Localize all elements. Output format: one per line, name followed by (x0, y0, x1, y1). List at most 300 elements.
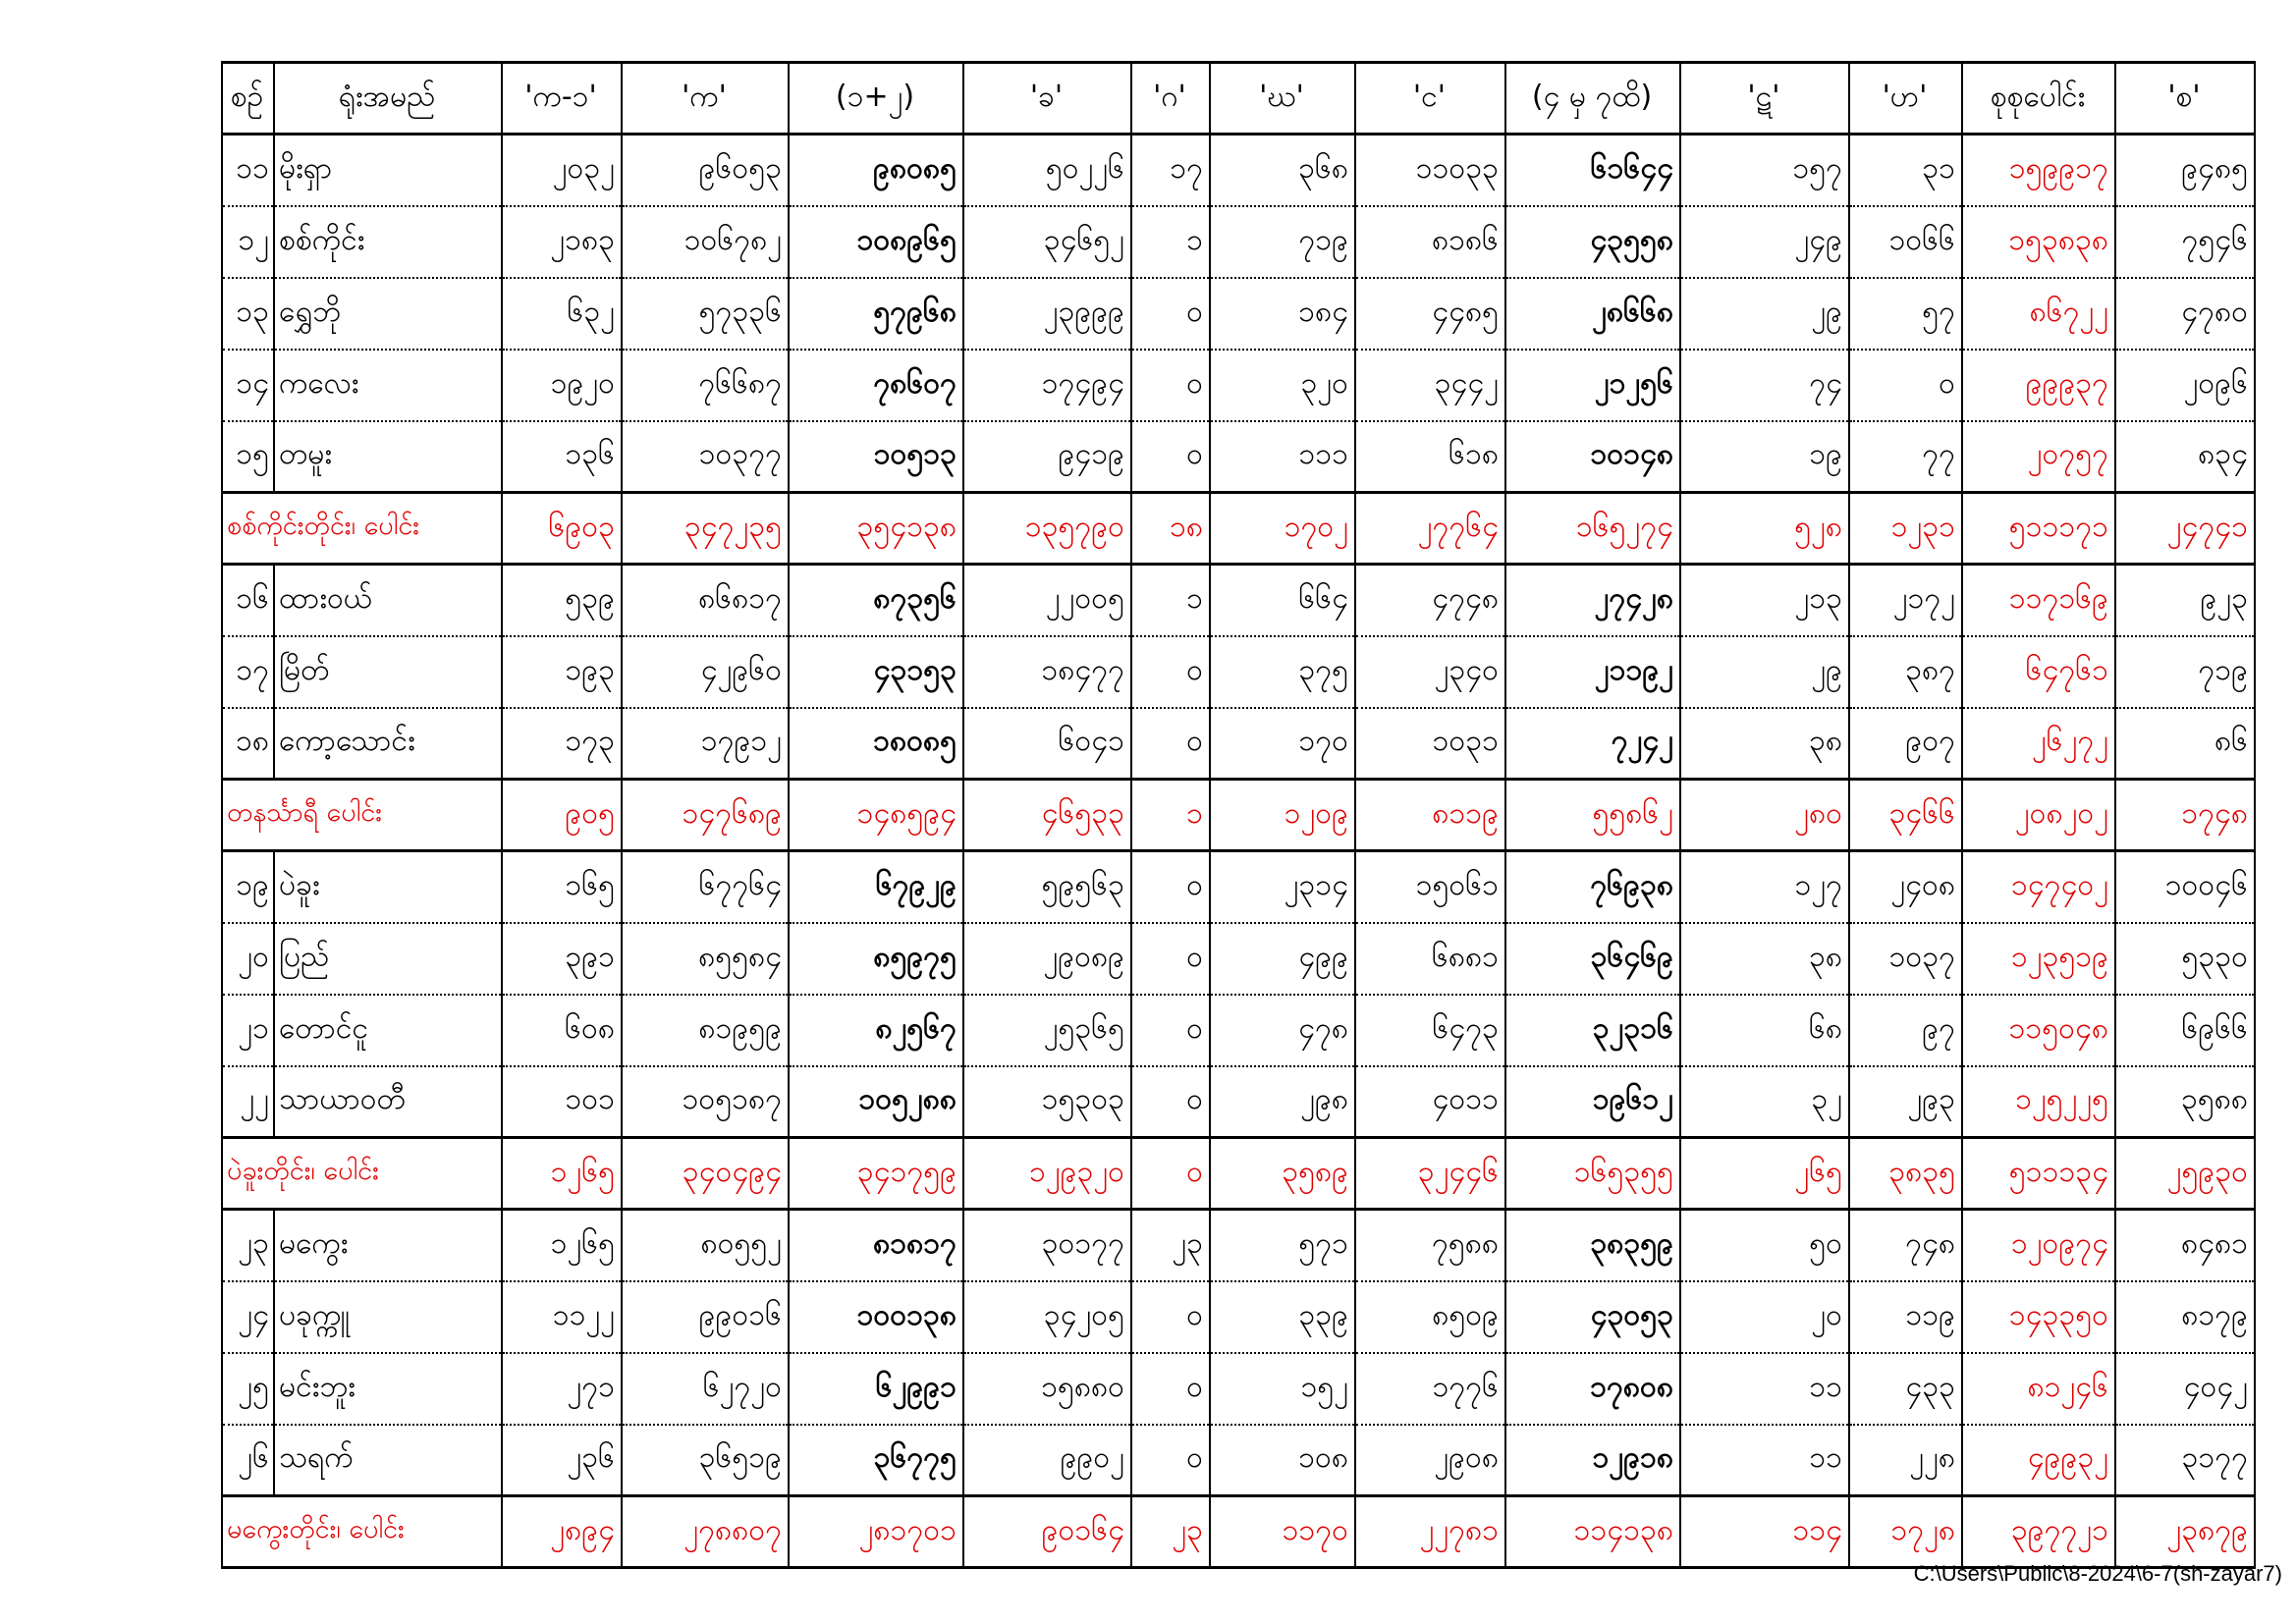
value-cell: ၁၂၇ (1680, 851, 1849, 923)
value-cell: ၇၇ (1849, 421, 1962, 493)
value-cell: ၃၃၉ (1210, 1281, 1355, 1353)
value-cell: ၁၅၀၆၁ (1355, 851, 1505, 923)
value-cell: ၃၂၀ (1210, 350, 1355, 421)
subtotal-value-cell: ၂၄၇၄၁ (2115, 493, 2255, 565)
value-cell: ၀ (1131, 1281, 1210, 1353)
subtotal-row (222, 493, 2255, 565)
value-cell: ၃၆၅၁၉ (622, 1425, 789, 1496)
subtotal-row (222, 1138, 2255, 1210)
value-cell: ၇၈၆၀၇ (789, 350, 963, 421)
value-cell: ၄၃၀၅၃ (1505, 1281, 1680, 1353)
serial-number-cell: ၁၄ (222, 350, 274, 421)
column-header: 'က-၁' (502, 63, 622, 135)
subtotal-value-cell: ၂၈၀ (1680, 780, 1849, 851)
value-cell: ၉၀၇ (1849, 708, 1962, 780)
subtotal-value-cell: ၁၂၀၉ (1210, 780, 1355, 851)
value-cell: ၁၀၃၇ (1849, 923, 1962, 995)
value-cell: ၂၁၃ (1680, 565, 1849, 636)
value-cell: ၄၉၉၃၂ (1962, 1425, 2115, 1496)
value-cell: ၁၅၃၈၃၈ (1962, 206, 2115, 278)
value-cell: ၀ (1131, 350, 1210, 421)
value-cell: ၂၇၁ (502, 1353, 622, 1425)
subtotal-value-cell: ၃၄၇၂၃၅ (622, 493, 789, 565)
value-cell: ၃၈ (1680, 708, 1849, 780)
value-cell: ၉၇ (1849, 995, 1962, 1066)
subtotal-value-cell: ၁၁၇၀ (1210, 1496, 1355, 1568)
value-cell: ၈၆ (2115, 708, 2255, 780)
subtotal-value-cell: ၅၂၈ (1680, 493, 1849, 565)
value-cell: ၈၅၀၉ (1355, 1281, 1505, 1353)
value-cell: ၇၅၈၈ (1355, 1210, 1505, 1281)
subtotal-label: စစ်ကိုင်းတိုင်း၊ ပေါင်း (222, 493, 502, 565)
value-cell: ၀ (1131, 1066, 1210, 1138)
office-name-cell: စစ်ကိုင်း (274, 206, 502, 278)
value-cell: ၃၂၃၁၆ (1505, 995, 1680, 1066)
subtotal-value-cell: ၅၁၁၁၃၄ (1962, 1138, 2115, 1210)
value-cell: ၈၁၂၄၆ (1962, 1353, 2115, 1425)
office-name-cell: ပြည် (274, 923, 502, 995)
value-cell: ၈၁၈၆ (1355, 206, 1505, 278)
value-cell: ၁၅၉၉၁၇ (1962, 135, 2115, 206)
value-cell: ၀ (1849, 350, 1962, 421)
serial-number-cell: ၁၈ (222, 708, 274, 780)
value-cell: ၅၀ (1680, 1210, 1849, 1281)
value-cell: ၆၁၈ (1355, 421, 1505, 493)
value-cell: ၇၁၉ (2115, 636, 2255, 708)
subtotal-value-cell: ၃၂၄၄၆ (1355, 1138, 1505, 1210)
value-cell: ၁၂၀၉၇၄ (1962, 1210, 2115, 1281)
value-cell: ၈၁၉၅၉ (622, 995, 789, 1066)
value-cell: ၁၅၃၀၃ (963, 1066, 1131, 1138)
value-cell: ၁၉ (1680, 421, 1849, 493)
subtotal-value-cell: ၂၇၈၈၀၇ (622, 1496, 789, 1568)
value-cell: ၅၇ (1849, 278, 1962, 350)
subtotal-value-cell: ၂၃ (1131, 1496, 1210, 1568)
subtotal-value-cell: ၅၅၈၆၂ (1505, 780, 1680, 851)
table-row (222, 1353, 2255, 1425)
value-cell: ၂၃၆ (502, 1425, 622, 1496)
value-cell: ၃၆၄၆၉ (1505, 923, 1680, 995)
column-header: (၁+၂) (789, 63, 963, 135)
subtotal-label: တနင်္သာရီ ပေါင်း (222, 780, 502, 851)
subtotal-value-cell: ၂၆၅ (1680, 1138, 1849, 1210)
subtotal-value-cell: ၃၄၁၇၅၉ (789, 1138, 963, 1210)
value-cell: ၁၈၄၇၇ (963, 636, 1131, 708)
serial-number-cell: ၁၂ (222, 206, 274, 278)
subtotal-value-cell: ၁၇၄၈ (2115, 780, 2255, 851)
value-cell: ၂၃ (1131, 1210, 1210, 1281)
value-cell: ၈၅၉၇၅ (789, 923, 963, 995)
value-cell: ၈၄၈၁ (2115, 1210, 2255, 1281)
office-name-cell: သာယာဝတီ (274, 1066, 502, 1138)
value-cell: ၃၈၃၅၉ (1505, 1210, 1680, 1281)
subtotal-value-cell: ၃၄၆၆ (1849, 780, 1962, 851)
serial-number-cell: ၁၆ (222, 565, 274, 636)
office-name-cell: ကလေး (274, 350, 502, 421)
table-row (222, 708, 2255, 780)
value-cell: ၃၅၈၈ (2115, 1066, 2255, 1138)
value-cell: ၂၉၀၈၉ (963, 923, 1131, 995)
subtotal-value-cell: ၁၈ (1131, 493, 1210, 565)
value-cell: ၀ (1131, 995, 1210, 1066)
value-cell: ၅၇၉၆၈ (789, 278, 963, 350)
value-cell: ၁၇၉၁၂ (622, 708, 789, 780)
office-name-cell: မင်းဘူး (274, 1353, 502, 1425)
serial-number-cell: ၂၂ (222, 1066, 274, 1138)
subtotal-value-cell: ၂၂၇၈၁ (1355, 1496, 1505, 1568)
value-cell: ၉၂၃ (2115, 565, 2255, 636)
table-row (222, 206, 2255, 278)
value-cell: ၈၁၇၉ (2115, 1281, 2255, 1353)
serial-number-cell: ၁၇ (222, 636, 274, 708)
value-cell: ၁၁၁ (1210, 421, 1355, 493)
value-cell: ၄၀၁၁ (1355, 1066, 1505, 1138)
value-cell: ၁၅၇ (1680, 135, 1849, 206)
subtotal-row (222, 780, 2255, 851)
value-cell: ၆၈၈၁ (1355, 923, 1505, 995)
value-cell: ၈၂၅၆၇ (789, 995, 963, 1066)
value-cell: ၃၇၅ (1210, 636, 1355, 708)
value-cell: ၁၁ (1680, 1425, 1849, 1496)
column-header: 'ဂ' (1131, 63, 1210, 135)
value-cell: ၄၃၃ (1849, 1353, 1962, 1425)
value-cell: ၃၁ (1849, 135, 1962, 206)
value-cell: ၆၆၄ (1210, 565, 1355, 636)
subtotal-value-cell: ၅၁၁၁၇၁ (1962, 493, 2115, 565)
value-cell: ၂၄၉ (1680, 206, 1849, 278)
column-header: 'ခ' (963, 63, 1131, 135)
value-cell: ၁၈၀၈၅ (789, 708, 963, 780)
subtotal-value-cell: ၃၄၀၄၉၄ (622, 1138, 789, 1210)
value-cell: ၂၂၈ (1849, 1425, 1962, 1496)
table-row (222, 1281, 2255, 1353)
value-cell: ၀ (1131, 421, 1210, 493)
value-cell: ၆၂၉၉၁ (789, 1353, 963, 1425)
subtotal-value-cell: ၂၈၉၄ (502, 1496, 622, 1568)
value-cell: ၁၀၃၇၇ (622, 421, 789, 493)
office-name-cell: ရွှေဘို (274, 278, 502, 350)
value-cell: ၁၇၀ (1210, 708, 1355, 780)
value-cell: ၀ (1131, 923, 1210, 995)
column-header: 'င' (1355, 63, 1505, 135)
value-cell: ၁၀၈ (1210, 1425, 1355, 1496)
value-cell: ၀ (1131, 708, 1210, 780)
serial-number-cell: ၂၀ (222, 923, 274, 995)
value-cell: ၃၀၁၇၇ (963, 1210, 1131, 1281)
value-cell: ၁၀၀၁၃၈ (789, 1281, 963, 1353)
office-name-cell: ကော့သောင်း (274, 708, 502, 780)
value-cell: ၁၂၉၁၈ (1505, 1425, 1680, 1496)
table-row (222, 350, 2255, 421)
value-cell: ၉၈၀၈၅ (789, 135, 963, 206)
value-cell: ၁၂၃၅၁၉ (1962, 923, 2115, 995)
value-cell: ၄၃၁၅၃ (789, 636, 963, 708)
value-cell: ၁၁၇၁၆၉ (1962, 565, 2115, 636)
value-cell: ၄၇၈ (1210, 995, 1355, 1066)
value-cell: ၂၀၇၅၇ (1962, 421, 2115, 493)
value-cell: ၉၉၉၃၇ (1962, 350, 2115, 421)
value-cell: ၆၄၇၆၁ (1962, 636, 2115, 708)
value-cell: ၁၄၃၃၅၀ (1962, 1281, 2115, 1353)
subtotal-value-cell: ၁၁၄ (1680, 1496, 1849, 1568)
value-cell: ၂၁၁၉၂ (1505, 636, 1680, 708)
file-path-footer: C:\Users\Public\8-2024\6-7(sh-zayar7) (1913, 1561, 2282, 1586)
value-cell: ၁၂၅၂၂၅ (1962, 1066, 2115, 1138)
value-cell: ၂၇၄၂၈ (1505, 565, 1680, 636)
office-name-cell: မြိတ် (274, 636, 502, 708)
value-cell: ၁၀၈၉၆၅ (789, 206, 963, 278)
value-cell: ၁၁၀၃၃ (1355, 135, 1505, 206)
subtotal-value-cell: ၁၆၅၂၇၄ (1505, 493, 1680, 565)
subtotal-value-cell: ၆၉၀၃ (502, 493, 622, 565)
value-cell: ၄၂၉၆၀ (622, 636, 789, 708)
subtotal-value-cell: ၁၄၈၅၉၄ (789, 780, 963, 851)
subtotal-value-cell: ၁၂၆၅ (502, 1138, 622, 1210)
subtotal-value-cell: ၄၆၅၃၃ (963, 780, 1131, 851)
value-cell: ၅၇၁ (1210, 1210, 1355, 1281)
value-cell: ၂၃၄၀ (1355, 636, 1505, 708)
value-cell: ၂၂၀၀၅ (963, 565, 1131, 636)
value-cell: ၁၉၂၀ (502, 350, 622, 421)
serial-number-cell: ၂၁ (222, 995, 274, 1066)
value-cell: ၂၁၂၅၆ (1505, 350, 1680, 421)
value-cell: ၅၇၃၃၆ (622, 278, 789, 350)
value-cell: ၁၃၆ (502, 421, 622, 493)
value-cell: ၁၀၆၇၈၂ (622, 206, 789, 278)
serial-number-cell: ၁၁ (222, 135, 274, 206)
value-cell: ၈၇၃၅၆ (789, 565, 963, 636)
value-cell: ၈၁၈၁၇ (789, 1210, 963, 1281)
value-cell: ၁၉၆၁၂ (1505, 1066, 1680, 1138)
subtotal-value-cell: ၁၆၅၃၅၅ (1505, 1138, 1680, 1210)
subtotal-value-cell: ၁၃၅၇၉၀ (963, 493, 1131, 565)
value-cell: ၇၄၈ (1849, 1210, 1962, 1281)
value-cell: ၁၇၇၆ (1355, 1353, 1505, 1425)
value-cell: ၁၉၃ (502, 636, 622, 708)
subtotal-value-cell: ၁ (1131, 780, 1210, 851)
value-cell: ၄၀၄၂ (2115, 1353, 2255, 1425)
office-name-cell: တောင်ငူ (274, 995, 502, 1066)
value-cell: ၆၀၈ (502, 995, 622, 1066)
report-sheet (221, 61, 2256, 1569)
subtotal-value-cell: ၈၁၁၉ (1355, 780, 1505, 851)
value-cell: ၃၈၇ (1849, 636, 1962, 708)
report-table (221, 61, 2256, 1569)
subtotal-value-cell: ၁၁၄၁၃၈ (1505, 1496, 1680, 1568)
value-cell: ၁၁၂၂ (502, 1281, 622, 1353)
serial-number-cell: ၂၆ (222, 1425, 274, 1496)
table-row (222, 1066, 2255, 1138)
value-cell: ၁၀၁ (502, 1066, 622, 1138)
table-row (222, 1425, 2255, 1496)
value-cell: ၈၆၇၂၂ (1962, 278, 2115, 350)
serial-number-cell: ၂၃ (222, 1210, 274, 1281)
office-name-cell: သရက် (274, 1425, 502, 1496)
value-cell: ၂၆၂၇၂ (1962, 708, 2115, 780)
value-cell: ၂၃၉၉၉ (963, 278, 1131, 350)
office-name-cell: မကွေး (274, 1210, 502, 1281)
value-cell: ၁၀၆၆ (1849, 206, 1962, 278)
value-cell: ၁၀၅၁၈၇ (622, 1066, 789, 1138)
office-name-cell: ပဲခူး (274, 851, 502, 923)
subtotal-value-cell: ၁၂၉၃၂၀ (963, 1138, 1131, 1210)
value-cell: ၁၈၄ (1210, 278, 1355, 350)
value-cell: ၃၂ (1680, 1066, 1849, 1138)
value-cell: ၆၃၂ (502, 278, 622, 350)
column-header: (၄ မှ ၇ထိ) (1505, 63, 1680, 135)
column-header: စုစုပေါင်း (1962, 63, 2115, 135)
value-cell: ၆၄၇၃ (1355, 995, 1505, 1066)
value-cell: ၂၁၇၂ (1849, 565, 1962, 636)
office-name-cell: မိုးရှာ (274, 135, 502, 206)
value-cell: ၇၅၄၆ (2115, 206, 2255, 278)
value-cell: ၁ (1131, 565, 1210, 636)
office-name-cell: တမူး (274, 421, 502, 493)
value-cell: ၃၆၇၇၅ (789, 1425, 963, 1496)
table-row (222, 851, 2255, 923)
value-cell: ၇၂၄၂ (1505, 708, 1680, 780)
value-cell: ၂၉၈ (1210, 1066, 1355, 1138)
column-header: ရုံးအမည် (274, 63, 502, 135)
value-cell: ၁၇ (1131, 135, 1210, 206)
value-cell: ၅၀၂၂၆ (963, 135, 1131, 206)
value-cell: ၉၄၈၅ (2115, 135, 2255, 206)
value-cell: ၆၂၇၂၀ (622, 1353, 789, 1425)
value-cell: ၄၃၅၅၈ (1505, 206, 1680, 278)
serial-number-cell: ၂၅ (222, 1353, 274, 1425)
value-cell: ၂၅၃၆၅ (963, 995, 1131, 1066)
value-cell: ၈၅၅၈၄ (622, 923, 789, 995)
value-cell: ၁၄၇၄၀၂ (1962, 851, 2115, 923)
serial-number-cell: ၁၅ (222, 421, 274, 493)
value-cell: ၁၅၂ (1210, 1353, 1355, 1425)
value-cell: ၉၉၀၂ (963, 1425, 1131, 1496)
column-header: စဉ် (222, 63, 274, 135)
table-body (222, 135, 2255, 1568)
value-cell: ၆၇၉၂၉ (789, 851, 963, 923)
serial-number-cell: ၁၃ (222, 278, 274, 350)
office-name-cell: ပခုက္ကူ (274, 1281, 502, 1353)
column-header: 'စ' (2115, 63, 2255, 135)
value-cell: ၉၉၀၁၆ (622, 1281, 789, 1353)
column-header: 'ဃ' (1210, 63, 1355, 135)
value-cell: ၇၆၉၃၈ (1505, 851, 1680, 923)
value-cell: ၂၈၆၆၈ (1505, 278, 1680, 350)
value-cell: ၂၀၉၆ (2115, 350, 2255, 421)
value-cell: ၂၄၀၈ (1849, 851, 1962, 923)
subtotal-value-cell: ၁၄၇၆၈၉ (622, 780, 789, 851)
table-row (222, 421, 2255, 493)
value-cell: ၅၃၉ (502, 565, 622, 636)
value-cell: ၃၄၄၂ (1355, 350, 1505, 421)
subtotal-row (222, 1496, 2255, 1568)
value-cell: ၁၁၅၀၄၈ (1962, 995, 2115, 1066)
value-cell: ၆၇၇၆၄ (622, 851, 789, 923)
value-cell: ၂၀ (1680, 1281, 1849, 1353)
subtotal-value-cell: ၁၂၃၁ (1849, 493, 1962, 565)
value-cell: ၁၇၄၉၄ (963, 350, 1131, 421)
subtotal-value-cell: ၉၀၅ (502, 780, 622, 851)
value-cell: ၇၆၆၈၇ (622, 350, 789, 421)
value-cell: ၄၇၈၀ (2115, 278, 2255, 350)
value-cell: ၂၁၈၃ (502, 206, 622, 278)
subtotal-value-cell: ၂၀၈၂၀၂ (1962, 780, 2115, 851)
value-cell: ၁၀၁၄၈ (1505, 421, 1680, 493)
subtotal-value-cell: ၁၇၂၈ (1849, 1496, 1962, 1568)
value-cell: ၁၀၅၂၈၈ (789, 1066, 963, 1138)
value-cell: ၁၇၈၀၈ (1505, 1353, 1680, 1425)
table-row (222, 636, 2255, 708)
value-cell: ၈၆၈၁၇ (622, 565, 789, 636)
value-cell: ၉၄၁၉ (963, 421, 1131, 493)
value-cell: ၆၁၆၄၄ (1505, 135, 1680, 206)
subtotal-value-cell: ၃၈၃၅ (1849, 1138, 1962, 1210)
value-cell: ၂၃၁၄ (1210, 851, 1355, 923)
subtotal-label: ပဲခူးတိုင်း၊ ပေါင်း (222, 1138, 502, 1210)
value-cell: ၈၀၅၅၂ (622, 1210, 789, 1281)
value-cell: ၁၅၈၈၀ (963, 1353, 1131, 1425)
subtotal-value-cell: ၂၈၁၇၀၁ (789, 1496, 963, 1568)
value-cell: ၄၉၉ (1210, 923, 1355, 995)
table-row (222, 565, 2255, 636)
office-name-cell: ထားဝယ် (274, 565, 502, 636)
value-cell: ၅၃၃၀ (2115, 923, 2255, 995)
subtotal-value-cell: ၂၅၉၃၀ (2115, 1138, 2255, 1210)
value-cell: ၄၄၈၅ (1355, 278, 1505, 350)
value-cell: ၃၈ (1680, 923, 1849, 995)
subtotal-value-cell: ၃၅၄၁၃၈ (789, 493, 963, 565)
subtotal-value-cell: ၁၇၀၂ (1210, 493, 1355, 565)
value-cell: ၁၁ (1680, 1353, 1849, 1425)
subtotal-value-cell: ၀ (1131, 1138, 1210, 1210)
value-cell: ၁၀၃၁ (1355, 708, 1505, 780)
value-cell: ၁ (1131, 206, 1210, 278)
value-cell: ၃၄၆၅၂ (963, 206, 1131, 278)
subtotal-label: မကွေးတိုင်း၊ ပေါင်း (222, 1496, 502, 1568)
serial-number-cell: ၁၉ (222, 851, 274, 923)
header-row (222, 63, 2255, 135)
subtotal-value-cell: ၂၃၈၇၉ (2115, 1496, 2255, 1568)
value-cell: ၁၆၅ (502, 851, 622, 923)
value-cell: ၃၄၂၀၅ (963, 1281, 1131, 1353)
serial-number-cell: ၂၄ (222, 1281, 274, 1353)
value-cell: ၀ (1131, 1353, 1210, 1425)
table-row (222, 135, 2255, 206)
value-cell: ၃၉၁ (502, 923, 622, 995)
subtotal-value-cell: ၉၀၁၆၄ (963, 1496, 1131, 1568)
table-row (222, 1210, 2255, 1281)
value-cell: ၂၀၃၂ (502, 135, 622, 206)
value-cell: ၀ (1131, 636, 1210, 708)
value-cell: ၂၉ (1680, 636, 1849, 708)
subtotal-value-cell: ၂၇၇၆၄ (1355, 493, 1505, 565)
value-cell: ၅၉၅၆၃ (963, 851, 1131, 923)
value-cell: ၃၆၈ (1210, 135, 1355, 206)
value-cell: ၃၁၇၇ (2115, 1425, 2255, 1496)
value-cell: ၆၉၆၆ (2115, 995, 2255, 1066)
value-cell: ၀ (1131, 278, 1210, 350)
value-cell: ၀ (1131, 851, 1210, 923)
value-cell: ၁၀၀၄၆ (2115, 851, 2255, 923)
value-cell: ၀ (1131, 1425, 1210, 1496)
value-cell: ၆၀၄၁ (963, 708, 1131, 780)
value-cell: ၆၈ (1680, 995, 1849, 1066)
column-header: 'ဟ' (1849, 63, 1962, 135)
table-row (222, 923, 2255, 995)
value-cell: ၈၃၄ (2115, 421, 2255, 493)
column-header: 'က' (622, 63, 789, 135)
value-cell: ၁၂၆၅ (502, 1210, 622, 1281)
